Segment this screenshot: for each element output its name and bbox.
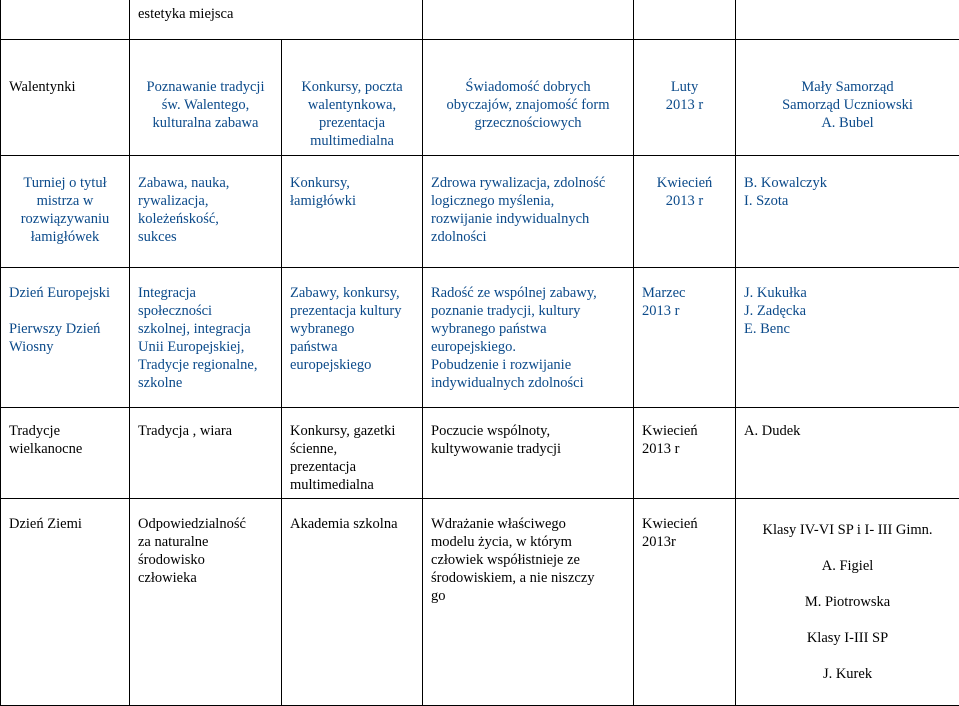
cell-line: Klasy I-III SP <box>744 629 951 647</box>
table-cell: Konkursy, łamigłówki <box>282 156 423 268</box>
table-cell: estetyka miejsca <box>130 0 423 40</box>
table-cell: Zabawa, nauka, rywalizacja, koleżeńskość, sukces <box>130 156 282 268</box>
table-cell <box>736 499 959 706</box>
table-cell: Konkursy, poczta walentynkowa, prezentacja multimedialna <box>282 40 423 156</box>
table-cell: Walentynki <box>1 40 130 156</box>
table-row <box>1 268 959 408</box>
table-cell: Dzień Ziemi <box>1 499 130 706</box>
table-cell: Turniej o tytuł mistrza w rozwiązywaniu łamigłówek <box>1 156 130 268</box>
table-cell: Kwiecień 2013 r <box>634 408 736 499</box>
table-cell: Świadomość dobrych obyczajów, znajomość form grzecznościowych <box>423 40 634 156</box>
table-cell: Odpowiedzialność za naturalne środowisko człowieka <box>130 499 282 706</box>
table-cell: J. Kukułka J. Zadęcka E. Benc <box>736 268 959 408</box>
table-cell: B. Kowalczyk I. Szota <box>736 156 959 268</box>
table-cell: Tradycje wielkanocne <box>1 408 130 499</box>
table-row <box>1 408 959 499</box>
table-cell: Konkursy, gazetki ścienne, prezentacja multimedialna <box>282 408 423 499</box>
table-cell: Kwiecień 2013 r <box>634 156 736 268</box>
cell-line: A. Figiel <box>744 557 951 575</box>
table-cell: Poznawanie tradycji św. Walentego, kulturalna zabawa <box>130 40 282 156</box>
table-cell: Dzień Europejski Pierwszy Dzień Wiosny <box>1 268 130 408</box>
table-row <box>1 40 959 156</box>
cell-line: M. Piotrowska <box>744 593 951 611</box>
table-cell: Zabawy, konkursy, prezentacja kultury wybranego państwa europejskiego <box>282 268 423 408</box>
table-row <box>1 156 959 268</box>
table-row <box>1 499 959 706</box>
table-cell: Wdrażanie właściwego modelu życia, w którym człowiek współistnieje ze środowiskiem, a nie niszczy go <box>423 499 634 706</box>
table-cell: Luty 2013 r <box>634 40 736 156</box>
cell-line: Klasy IV-VI SP i I- III Gimn. <box>744 521 951 539</box>
table-cell: Radość ze wspólnej zabawy, poznanie tradycji, kultury wybranego państwa europejskiego. Pobudzenie i rozwijanie indywidualnych zdolności <box>423 268 634 408</box>
table-row <box>1 0 959 40</box>
table-cell: Kwiecień 2013r <box>634 499 736 706</box>
table-cell: Tradycja , wiara <box>130 408 282 499</box>
table-cell: Integracja społeczności szkolnej, integracja Unii Europejskiej, Tradycje regionalne, szkolne <box>130 268 282 408</box>
table-cell: Akademia szkolna <box>282 499 423 706</box>
table-cell: Mały Samorząd Samorząd Uczniowski A. Bubel <box>736 40 959 156</box>
table-cell: A. Dudek <box>736 408 959 499</box>
table-cell: Marzec 2013 r <box>634 268 736 408</box>
cell-line: J. Kurek <box>744 665 951 683</box>
table-cell: Poczucie wspólnoty, kultywowanie tradycji <box>423 408 634 499</box>
table-cell: Zdrowa rywalizacja, zdolność logicznego myślenia, rozwijanie indywidualnych zdolności <box>423 156 634 268</box>
